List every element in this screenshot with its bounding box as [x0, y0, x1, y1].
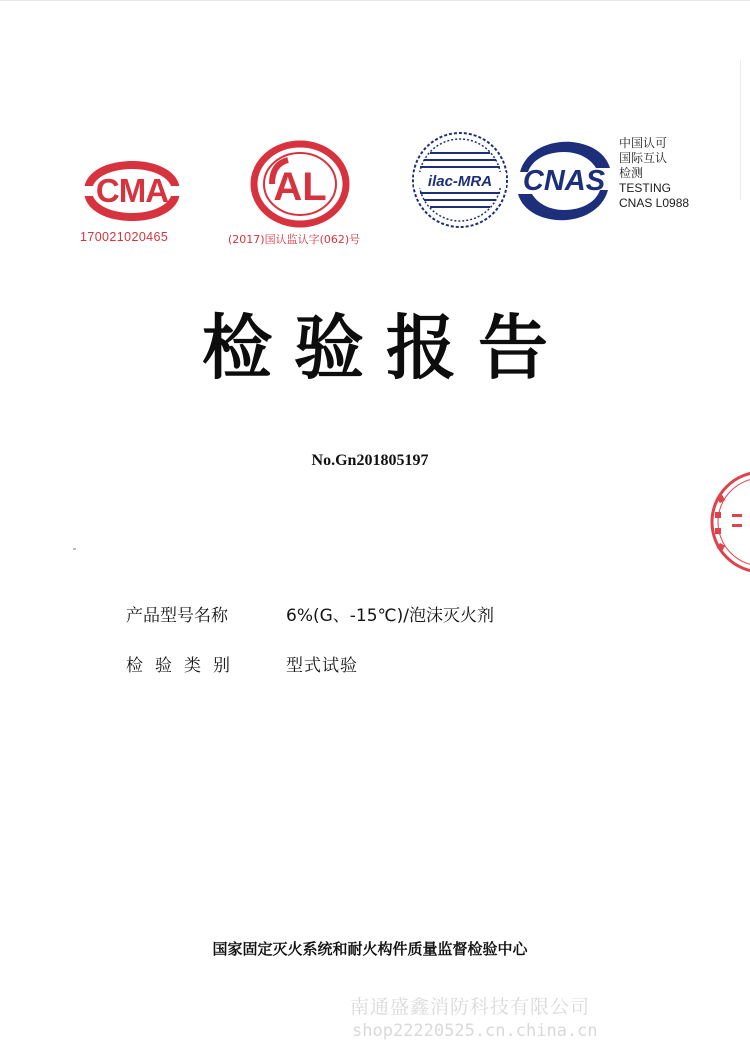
svg-text:ilac-MRA: ilac-MRA [427, 173, 493, 190]
cma-logo [78, 158, 186, 224]
cal-certificate-text: (2017)国认监认字(062)号 [228, 233, 361, 246]
cnas-caption-line: CNAS L0988 [619, 196, 690, 210]
cma-certificate-number: 170021020465 [80, 230, 169, 244]
product-value: 6%(G、-15℃)/泡沫灭火剂 [286, 606, 494, 626]
cnas-caption [619, 136, 689, 211]
watermark-company: 南通盛鑫消防科技有限公司 [350, 996, 591, 1018]
scan-mark [740, 60, 741, 200]
cnas-caption-line: 检测 [619, 166, 644, 180]
svg-text:AL: AL [273, 165, 327, 209]
watermark-url: shop22220525.cn.china.cn [352, 1021, 598, 1041]
inspection-type-label: 检验类别 [126, 656, 242, 676]
inspection-type-value: 型式试验 [286, 656, 358, 676]
product-field [126, 601, 494, 626]
issuing-organization: 国家固定灭火系统和耐火构件质量监督检验中心 [212, 940, 528, 958]
cnas-caption-line: 中国认可 [619, 136, 668, 150]
ilac-mra-logo [410, 130, 510, 230]
page-edge [0, 0, 750, 1]
cnas-caption-line: TESTING [619, 181, 672, 195]
cnas-logo [512, 138, 616, 224]
product-label: 产品型号名称 [126, 606, 228, 626]
inspection-type-field [126, 651, 358, 676]
red-seal-stamp [706, 466, 750, 578]
svg-text:CMA: CMA [95, 172, 169, 209]
report-title: 检验报告 [202, 307, 570, 389]
cnas-caption-line: 国际互认 [619, 151, 668, 165]
scan-mark [73, 548, 76, 550]
svg-text:CNAS: CNAS [522, 165, 606, 197]
cal-logo [250, 140, 350, 228]
report-number: No.Gn201805197 [311, 452, 429, 469]
